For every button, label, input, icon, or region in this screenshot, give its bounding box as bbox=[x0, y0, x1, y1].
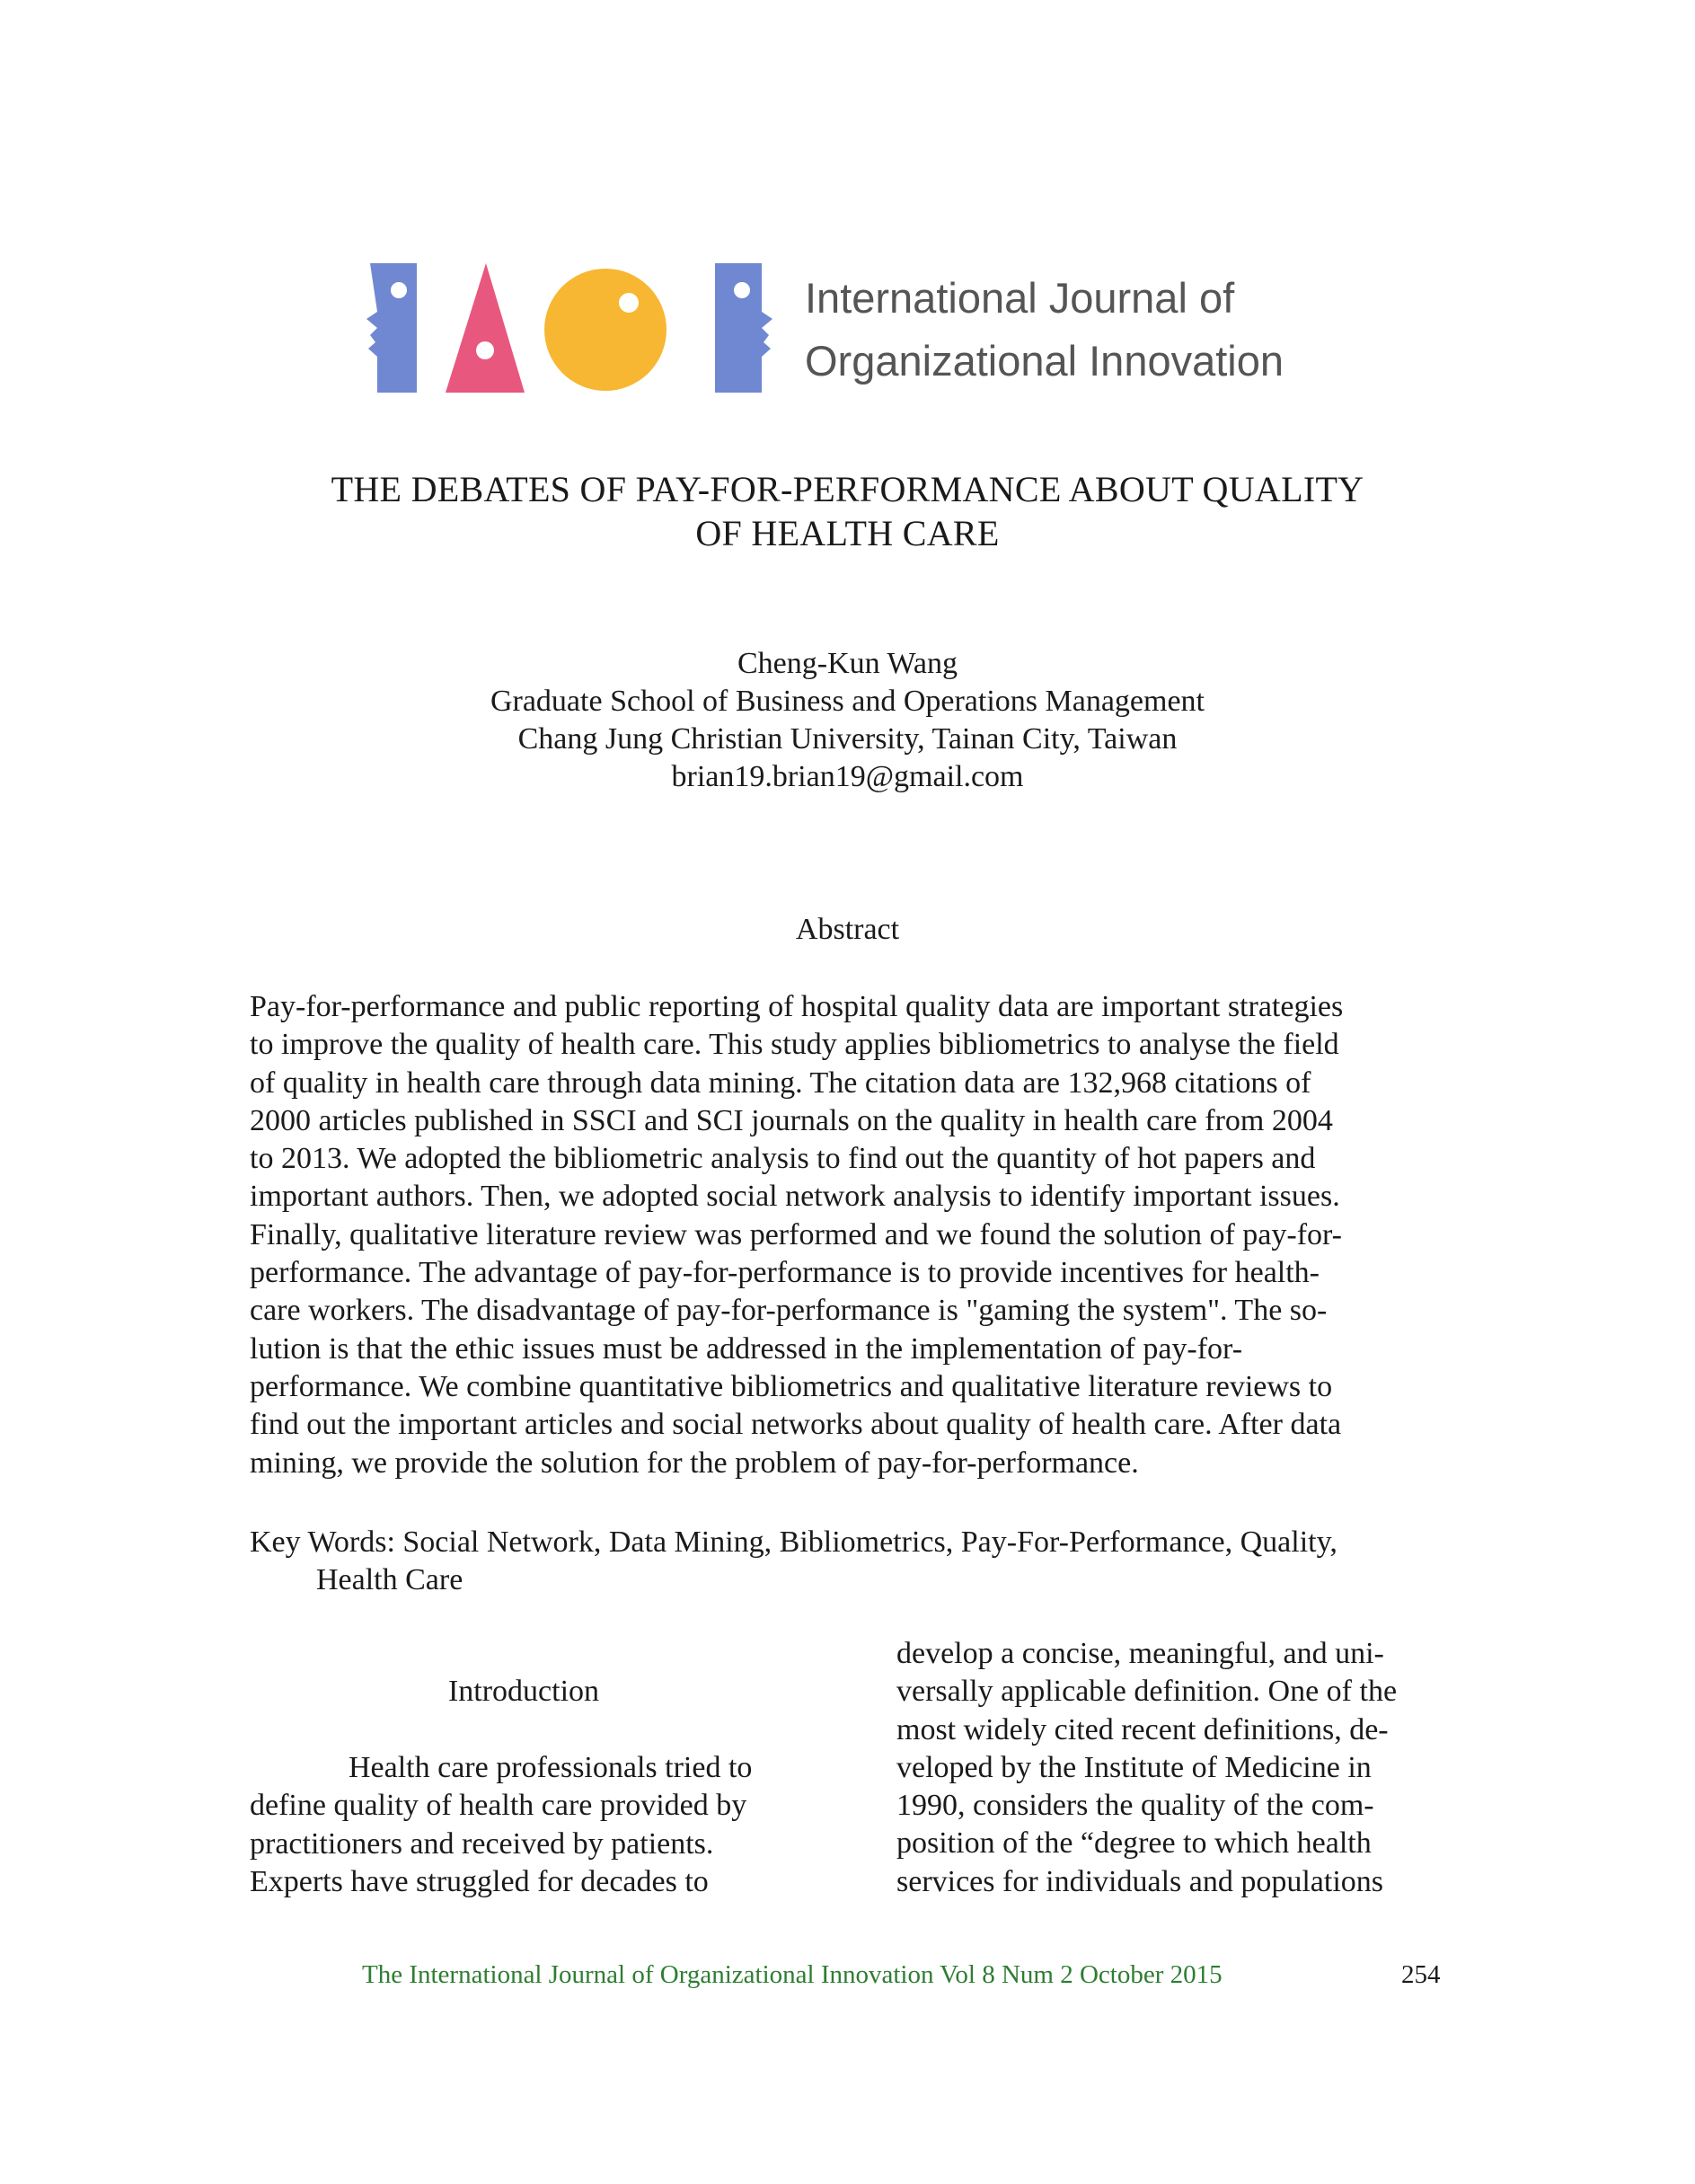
author-name: Cheng-Kun Wang bbox=[737, 647, 958, 680]
logo-sun-eye-icon bbox=[619, 293, 639, 313]
abstract-line: mining, we provide the solution for the problem of pay-for-performance. bbox=[250, 1446, 1139, 1480]
keywords-line2: Health Care bbox=[316, 1563, 463, 1596]
keywords-line1: Key Words: Social Network, Data Mining, Bibliometrics, Pay-For-Performance, Quality, bbox=[250, 1525, 1337, 1559]
logo-left-eye-icon bbox=[391, 282, 407, 298]
journal-logo-graphic bbox=[365, 256, 778, 400]
logo-left-face-icon bbox=[366, 263, 417, 393]
abstract-line: to 2013. We adopted the bibliometric analysis to find out the quantity of hot papers and bbox=[250, 1142, 1316, 1176]
intro-right-line: position of the “degree to which health bbox=[896, 1826, 1372, 1861]
intro-right-line: develop a concise, meaningful, and uni- bbox=[896, 1637, 1384, 1670]
intro-right-line: versally applicable definition. One of the bbox=[896, 1675, 1398, 1709]
introduction-right-column bbox=[896, 1635, 1471, 1901]
logo-sun-icon bbox=[544, 269, 667, 391]
paper-title bbox=[0, 467, 1695, 555]
page-number: 254 bbox=[1401, 1960, 1441, 1989]
abstract-line: to improve the quality of health care. This study applies bibliometrics to analyse the field bbox=[250, 1028, 1339, 1062]
logo-right-eye-icon bbox=[734, 282, 750, 298]
intro-left-line: define quality of health care provided by bbox=[250, 1789, 747, 1823]
journal-name-line1: International Journal of bbox=[805, 274, 1235, 322]
footer-journal-citation: The International Journal of Organizational Innovation Vol 8 Num 2 October 2015 bbox=[362, 1960, 1223, 1989]
abstract-line: Finally, qualitative literature review was performed and we found the solution of pay-for- bbox=[250, 1217, 1342, 1251]
paper-title-line1: THE DEBATES OF PAY-FOR-PERFORMANCE ABOUT QUALITY bbox=[331, 469, 1364, 509]
intro-left-line: Experts have struggled for decades to bbox=[250, 1864, 709, 1898]
journal-logo bbox=[365, 256, 1326, 400]
author-block bbox=[0, 645, 1695, 796]
journal-name-line2: Organizational Innovation bbox=[805, 337, 1284, 385]
author-email: brian19.brian19@gmail.com bbox=[671, 760, 1024, 793]
abstract-line: Pay-for-performance and public reporting of hospital quality data are important strategies bbox=[250, 990, 1344, 1023]
abstract-line: performance. The advantage of pay-for-performance is to provide incentives for health- bbox=[250, 1256, 1320, 1290]
intro-left-line: practitioners and received by patients. bbox=[250, 1826, 714, 1861]
abstract-line: 2000 articles published in SSCI and SCI journals on the quality in health care from 2004 bbox=[250, 1103, 1333, 1137]
author-affiliation: Graduate School of Business and Operations Management bbox=[490, 685, 1205, 718]
abstract-body bbox=[250, 988, 1453, 1482]
logo-triangle-hole-icon bbox=[476, 341, 494, 359]
intro-left-line: Health care professionals tried to bbox=[349, 1751, 753, 1784]
logo-triangle-icon bbox=[446, 263, 525, 393]
keywords bbox=[250, 1524, 1471, 1599]
intro-right-line: veloped by the Institute of Medicine in bbox=[896, 1750, 1372, 1784]
paper-title-line2: OF HEALTH CARE bbox=[695, 513, 1000, 553]
intro-right-line: services for individuals and populations bbox=[896, 1864, 1384, 1898]
journal-name bbox=[805, 267, 1284, 393]
abstract-line: of quality in health care through data mining. The citation data are 132,968 citations of bbox=[250, 1065, 1311, 1100]
introduction-heading: Introduction bbox=[447, 1675, 600, 1708]
abstract-line: performance. We combine quantitative bibliometrics and qualitative literature reviews to bbox=[250, 1369, 1333, 1403]
abstract-line: important authors. Then, we adopted social network analysis to identify important issues. bbox=[250, 1180, 1340, 1214]
abstract-line: lution is that the ethic issues must be addressed in the implementation of pay-for- bbox=[250, 1331, 1243, 1366]
abstract-heading: Abstract bbox=[795, 913, 900, 946]
intro-right-line: most widely cited recent definitions, de- bbox=[896, 1712, 1389, 1746]
abstract-line: care workers. The disadvantage of pay-for-performance is "gaming the system". The so- bbox=[250, 1294, 1328, 1328]
introduction-left-column bbox=[250, 1749, 807, 1901]
intro-right-line: 1990, considers the quality of the com- bbox=[896, 1789, 1374, 1823]
author-university: Chang Jung Christian University, Tainan City, Taiwan bbox=[517, 722, 1178, 756]
abstract-line: find out the important articles and social networks about quality of health care. After data bbox=[250, 1408, 1342, 1442]
